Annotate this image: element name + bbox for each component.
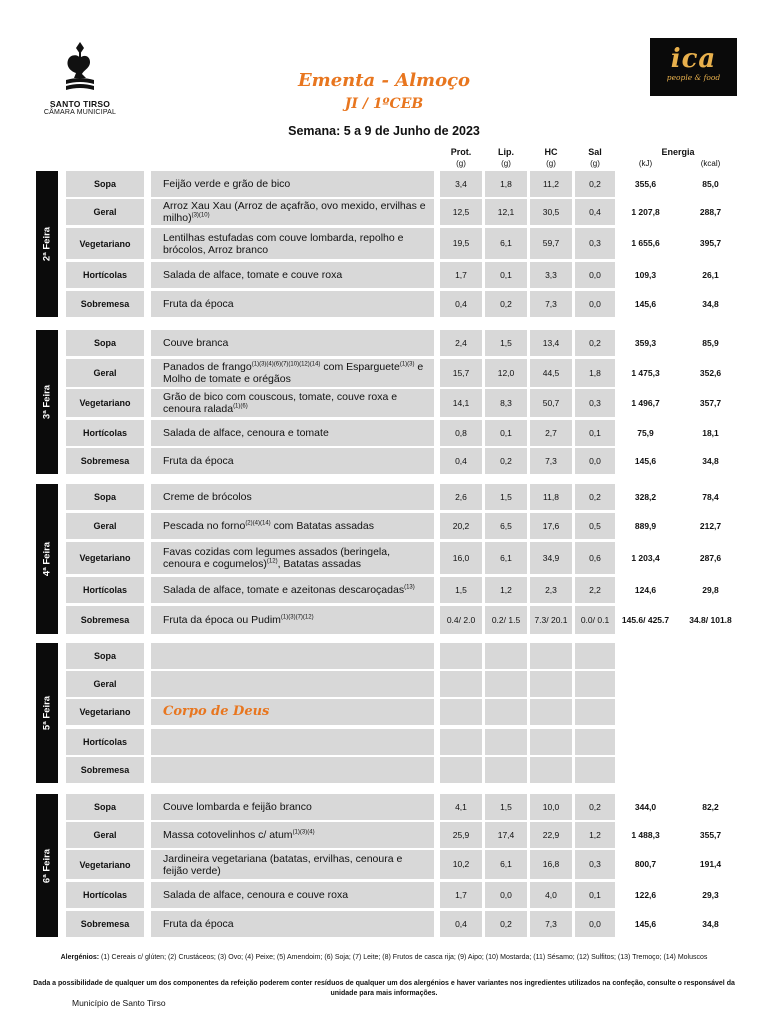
meal-category: Hortícolas <box>66 262 144 288</box>
nutrient-lip: 12,1 <box>485 199 527 225</box>
energy-kcal: 34,8 <box>702 455 719 466</box>
nutrient-lip: 0,1 <box>485 420 527 446</box>
meal-category: Vegetariano <box>66 699 144 725</box>
meal-dish-text: Salada de alface, tomate e azeitonas descaroçadas$^{(13)}$ <box>163 584 415 596</box>
meal-dish <box>151 513 434 539</box>
nutrient-lip <box>485 757 527 783</box>
nutrient-lip: 0,1 <box>485 262 527 288</box>
meal-dish-text: Salada de alface, cenoura e tomate <box>163 427 329 439</box>
allergens-label: Alergénios: <box>60 954 100 961</box>
nutrient-hc: 7,3 <box>530 291 572 317</box>
energy-kj: 344,0 <box>634 801 657 812</box>
energy-kj <box>618 699 673 725</box>
meal-dish-text: Creme de brócolos <box>163 491 252 503</box>
col-lip: Lip. (g) <box>498 147 514 168</box>
energy-kcal: 395,7 <box>699 238 722 248</box>
menu-title: Ementa - Almoço <box>297 70 471 91</box>
meal-dish-text: Grão de bico com couscous, tomate, couve roxa e cenoura ralada$^{(1)(6)}$ <box>163 391 398 415</box>
meal-dish <box>151 606 434 634</box>
nutrient-sal: 2,2 <box>575 577 615 603</box>
meal-dish-text: Fruta da época <box>163 918 234 930</box>
meal-category: Sobremesa <box>66 448 144 474</box>
nutrient-hc: 16,8 <box>530 850 572 879</box>
energy-kj: 145,6 <box>634 455 657 466</box>
day-label-bar <box>36 171 58 317</box>
nutrient-lip: 6,1 <box>485 228 527 259</box>
nutrient-prot: 16,0 <box>440 542 482 574</box>
meal-category: Sopa <box>66 171 144 197</box>
nutrient-prot: 0.4/ 2.0 <box>440 606 482 634</box>
meal-category: Sobremesa <box>66 911 144 937</box>
meal-category: Sobremesa <box>66 291 144 317</box>
energy-kcal <box>683 643 738 669</box>
municipality-subtitle: CÂMARA MUNICIPAL <box>43 109 117 116</box>
nutrient-hc: 13,4 <box>530 330 572 356</box>
energy-kj: 75,9 <box>637 427 654 438</box>
energy-kj: 145,6 <box>634 298 657 309</box>
meal-dish-text: Couve lombarda e feijão branco <box>163 801 312 813</box>
energy-kcal: 355,7 <box>699 829 722 840</box>
nutrient-lip <box>485 729 527 755</box>
meal-category: Sopa <box>66 330 144 356</box>
nutrient-prot: 20,2 <box>440 513 482 539</box>
meal-category: Geral <box>66 359 144 387</box>
energy-kj: 328,2 <box>634 491 657 502</box>
nutrient-sal: 0,0 <box>575 262 615 288</box>
meal-dish <box>151 199 434 225</box>
meal-dish-text: Panados de frango$^{(1)(3)(4)(6)(7)(10)(12)(14)}$ com Esparguete$^{(1)(3)}$ e Molho de tomate e orégãos <box>163 361 424 385</box>
nutrient-sal: 0,5 <box>575 513 615 539</box>
nutrient-hc: 2,3 <box>530 577 572 603</box>
nutrient-hc: 59,7 <box>530 228 572 259</box>
energy-kcal: 357,7 <box>699 397 722 408</box>
nutrient-sal: 0,3 <box>575 850 615 879</box>
energy-kcal: 29,3 <box>702 889 719 900</box>
meal-category: Geral <box>66 822 144 848</box>
energy-kj: 122,6 <box>634 889 657 900</box>
meal-dish <box>151 729 434 755</box>
nutrient-lip: 0,2 <box>485 291 527 317</box>
energy-kcal: 288,7 <box>699 206 722 217</box>
meal-category: Geral <box>66 513 144 539</box>
nutrient-hc: 7,3 <box>530 911 572 937</box>
nutrient-lip: 17,4 <box>485 822 527 848</box>
meal-dish <box>151 643 434 669</box>
nutrient-prot: 0,4 <box>440 911 482 937</box>
nutrient-lip: 0.2/ 1.5 <box>485 606 527 634</box>
meal-dish <box>151 228 434 259</box>
nutrient-hc: 22,9 <box>530 822 572 848</box>
energy-kcal <box>683 729 738 755</box>
nutrient-sal: 0,2 <box>575 794 615 820</box>
nutrient-sal: 0,1 <box>575 420 615 446</box>
energy-kcal: 18,1 <box>702 427 719 438</box>
meal-category: Sopa <box>66 794 144 820</box>
meal-dish-text: Feijão verde e grão de bico <box>163 178 291 190</box>
nutrient-lip: 0,2 <box>485 448 527 474</box>
meal-dish <box>151 577 434 603</box>
nutrient-lip <box>485 643 527 669</box>
energy-kj: 359,3 <box>634 337 657 348</box>
nutrient-hc: 34,9 <box>530 542 572 574</box>
col-energia: Energia <box>661 147 695 157</box>
col-kj: (kJ) <box>638 159 653 168</box>
nutrient-prot: 3,4 <box>440 171 482 197</box>
nutrient-prot <box>440 671 482 697</box>
nutrient-lip: 6,1 <box>485 850 527 879</box>
nutrient-prot: 10,2 <box>440 850 482 879</box>
nutrient-prot: 1,7 <box>440 262 482 288</box>
meal-dish <box>151 794 434 820</box>
day-name: 4ª Feira <box>41 541 53 577</box>
ica-logo-tagline: people & food <box>666 73 721 82</box>
energy-kj: 1 496,7 <box>631 397 660 408</box>
nutrient-hc: 44,5 <box>530 359 572 387</box>
meal-dish <box>151 882 434 908</box>
nutrient-sal: 0,0 <box>575 291 615 317</box>
energy-kj: 109,3 <box>634 269 657 280</box>
energy-kcal <box>683 699 738 725</box>
meal-dish-text: Fruta da época ou Pudim$^{(1)(3)(7)(12)}$ <box>163 614 314 626</box>
nutrient-sal: 0,3 <box>575 228 615 259</box>
nutrient-sal <box>575 643 615 669</box>
nutrient-sal <box>575 671 615 697</box>
energy-kcal: 191,4 <box>699 859 722 869</box>
energy-kj: 800,7 <box>634 859 657 869</box>
nutrient-lip: 1,2 <box>485 577 527 603</box>
meal-dish-text: Salada de alface, cenoura e couve roxa <box>163 889 349 901</box>
nutrient-prot <box>440 643 482 669</box>
nutrient-prot: 4,1 <box>440 794 482 820</box>
meal-dish-text: Favas cozidas com legumes assados (beringela, cenoura e cogumelos)$^{(12)}$, Batatas assadas <box>163 546 391 570</box>
energy-kj: 355,6 <box>634 178 657 189</box>
meal-category: Geral <box>66 199 144 225</box>
energy-kj: 145.6/ 425.7 <box>621 614 670 625</box>
day-label-bar <box>36 484 58 634</box>
meal-dish <box>151 448 434 474</box>
nutrient-prot: 0,4 <box>440 448 482 474</box>
energy-kj: 145,6 <box>634 918 657 929</box>
nutrient-hc: 10,0 <box>530 794 572 820</box>
meal-dish-text: Massa cotovelinhos c/ atum$^{(1)(3)(4)}$ <box>163 829 315 841</box>
col-hc: HC (g) <box>544 147 558 168</box>
nutrient-prot: 2,4 <box>440 330 482 356</box>
meal-dish <box>151 911 434 937</box>
meal-dish <box>151 262 434 288</box>
menu-subtitle: JI / 1ºCEB <box>344 96 424 112</box>
meal-category: Hortícolas <box>66 420 144 446</box>
energy-kj: 124,6 <box>634 584 657 595</box>
meal-dish-text: Lentilhas estufadas com couve lombarda, repolho e brócolos, Arroz branco <box>163 231 404 256</box>
nutrient-hc: 17,6 <box>530 513 572 539</box>
nutrient-hc: 4,0 <box>530 882 572 908</box>
energy-kcal: 287,6 <box>699 552 722 563</box>
energy-kj <box>618 643 673 669</box>
meal-dish <box>151 330 434 356</box>
nutrient-prot: 25,9 <box>440 822 482 848</box>
energy-kcal: 34,8 <box>702 918 719 929</box>
nutrient-sal: 0,4 <box>575 199 615 225</box>
nutrient-prot: 0,4 <box>440 291 482 317</box>
nutrient-prot <box>440 699 482 725</box>
energy-kcal: 29,8 <box>702 584 719 595</box>
nutrient-hc <box>530 729 572 755</box>
day-name: 3ª Feira <box>41 384 53 420</box>
allergens-list: (1) Cereais c/ glúten; (2) Crustáceos; (3) Ovo; (4) Peixe; (5) Amendoim; (6) Soja; (7) Leite; (8) Frutos de casca rija; (9) Aipo; (10) Mostarda; (11) Sésamo; (12) Sulfitos; (13) Tremoço; (14) Moluscos <box>99 954 708 961</box>
nutrient-sal <box>575 699 615 725</box>
nutrient-hc: 7,3 <box>530 448 572 474</box>
energy-kcal: 34.8/ 101.8 <box>689 614 732 625</box>
meal-dish <box>151 671 434 697</box>
meal-dish-text: Jardineira vegetariana (batatas, ervilhas, cenoura e feijão verde) <box>163 852 403 877</box>
energy-kcal: 26,1 <box>702 269 719 280</box>
nutrient-sal: 0,2 <box>575 484 615 510</box>
energy-kj: 1 655,6 <box>631 238 660 248</box>
meal-dish <box>151 542 434 574</box>
meal-category: Vegetariano <box>66 228 144 259</box>
energy-kj: 1 207,8 <box>631 206 660 217</box>
meal-dish-text: Fruta da época <box>163 298 234 310</box>
nutrient-hc <box>530 757 572 783</box>
day-label-bar <box>36 794 58 937</box>
nutrient-lip: 6,5 <box>485 513 527 539</box>
nutrient-lip: 0,2 <box>485 911 527 937</box>
nutrient-lip: 1,5 <box>485 484 527 510</box>
meal-category: Hortícolas <box>66 882 144 908</box>
nutrient-sal: 0,6 <box>575 542 615 574</box>
week-label: Semana: 5 a 9 de Junho de 2023 <box>288 124 480 138</box>
meal-dish-text: Arroz Xau Xau (Arroz de açafrão, ovo mexido, ervilhas e milho)$^{(3)(10)}$ <box>163 200 426 224</box>
col-sal: Sal (g) <box>588 147 602 168</box>
day-label-bar <box>36 643 58 783</box>
meal-dish-text: Pescada no forno$^{(2)(4)(14)}$ com Batatas assadas <box>163 520 374 532</box>
nutrient-prot: 2,6 <box>440 484 482 510</box>
nutrient-sal: 0,2 <box>575 171 615 197</box>
nutrient-hc <box>530 643 572 669</box>
nutrient-prot: 12,5 <box>440 199 482 225</box>
nutrient-hc: 11,2 <box>530 171 572 197</box>
energy-kcal: 82,2 <box>702 801 719 812</box>
nutrient-lip <box>485 671 527 697</box>
meal-category: Vegetariano <box>66 542 144 574</box>
nutrient-prot: 1,5 <box>440 577 482 603</box>
meal-dish <box>151 420 434 446</box>
nutrient-hc: 2,7 <box>530 420 572 446</box>
nutrient-prot: 15,7 <box>440 359 482 387</box>
energy-kj <box>618 671 673 697</box>
meal-category: Sobremesa <box>66 757 144 783</box>
nutrient-prot: 19,5 <box>440 228 482 259</box>
energy-kcal <box>683 757 738 783</box>
nutrient-lip <box>485 699 527 725</box>
day-name: 5ª Feira <box>41 695 53 731</box>
nutrient-sal: 1,2 <box>575 822 615 848</box>
meal-category: Sopa <box>66 484 144 510</box>
nutrient-lip: 1,5 <box>485 330 527 356</box>
meal-category: Sopa <box>66 643 144 669</box>
nutrient-lip: 1,8 <box>485 171 527 197</box>
nutrient-hc: 30,5 <box>530 199 572 225</box>
energy-kcal: 78,4 <box>702 491 719 502</box>
meal-dish <box>151 484 434 510</box>
nutrient-hc: 50,7 <box>530 389 572 417</box>
energy-kcal: 34,8 <box>702 298 719 309</box>
nutrient-prot: 1,7 <box>440 882 482 908</box>
nutrient-sal: 0,0 <box>575 911 615 937</box>
meal-category: Vegetariano <box>66 850 144 879</box>
nutrient-prot <box>440 729 482 755</box>
energy-kcal: 212,7 <box>699 520 722 531</box>
energy-kj: 1 488,3 <box>631 829 660 840</box>
municipality-name: SANTO TIRSO <box>49 99 111 109</box>
meal-dish <box>151 291 434 317</box>
energy-kj <box>618 729 673 755</box>
allergens-legend <box>0 954 768 961</box>
meal-dish <box>151 822 434 848</box>
meal-dish-text: Salada de alface, tomate e couve roxa <box>163 269 343 281</box>
day-name: 2ª Feira <box>41 226 53 262</box>
energy-kj <box>618 757 673 783</box>
nutrient-sal: 1,8 <box>575 359 615 387</box>
energy-kcal: 85,0 <box>702 178 719 189</box>
nutrient-sal <box>575 757 615 783</box>
meal-dish-text: Couve branca <box>163 337 229 349</box>
nutrient-hc: 11,8 <box>530 484 572 510</box>
energy-kcal: 352,6 <box>699 367 722 378</box>
col-kcal: (kcal) <box>700 159 721 168</box>
nutrient-prot: 0,8 <box>440 420 482 446</box>
allergens-note: Dada a possibilidade de qualquer um dos componentes da refeição poderem conter resíduos de qualquer um dos alergénios e haver variantes nos ingredientes utilizados na confeção, consulte o responsável da unidade para mais informações. <box>33 980 735 997</box>
ica-logo-text: ica <box>670 44 717 74</box>
nutrient-sal: 0,2 <box>575 330 615 356</box>
meal-category: Sobremesa <box>66 606 144 634</box>
day-name: 6ª Feira <box>41 848 53 883</box>
nutrient-hc: 3,3 <box>530 262 572 288</box>
col-prot: Prot. (g) <box>450 147 472 168</box>
energy-kcal: 85,9 <box>702 337 719 348</box>
nutrient-lip: 0,0 <box>485 882 527 908</box>
energy-kj: 889,9 <box>634 520 657 531</box>
meal-dish <box>151 171 434 197</box>
nutrient-hc <box>530 699 572 725</box>
meal-dish <box>151 359 434 387</box>
holiday-label: Corpo de Deus <box>163 704 270 719</box>
nutrient-sal: 0,0 <box>575 448 615 474</box>
day-label-bar <box>36 330 58 474</box>
meal-category: Vegetariano <box>66 389 144 417</box>
energy-kcal <box>683 671 738 697</box>
meal-category: Geral <box>66 671 144 697</box>
nutrient-sal: 0,3 <box>575 389 615 417</box>
nutrient-lip: 12,0 <box>485 359 527 387</box>
meal-dish <box>151 757 434 783</box>
nutrient-lip: 6,1 <box>485 542 527 574</box>
meal-category: Hortícolas <box>66 577 144 603</box>
nutrient-prot <box>440 757 482 783</box>
nutrient-lip: 1,5 <box>485 794 527 820</box>
nutrient-sal <box>575 729 615 755</box>
meal-dish <box>151 850 434 879</box>
meal-dish-text: Fruta da época <box>163 455 234 467</box>
meal-dish <box>151 389 434 417</box>
nutrient-sal: 0.0/ 0.1 <box>575 606 615 634</box>
nutrient-lip: 8,3 <box>485 389 527 417</box>
footer-municipality: Município de Santo Tirso <box>72 998 166 1008</box>
energy-kj: 1 203,4 <box>631 552 660 563</box>
nutrient-sal: 0,1 <box>575 882 615 908</box>
energy-kj: 1 475,3 <box>631 367 660 378</box>
nutrient-hc: 7.3/ 20.1 <box>530 606 572 634</box>
nutrient-prot: 14,1 <box>440 389 482 417</box>
nutrient-hc <box>530 671 572 697</box>
meal-category: Hortícolas <box>66 729 144 755</box>
